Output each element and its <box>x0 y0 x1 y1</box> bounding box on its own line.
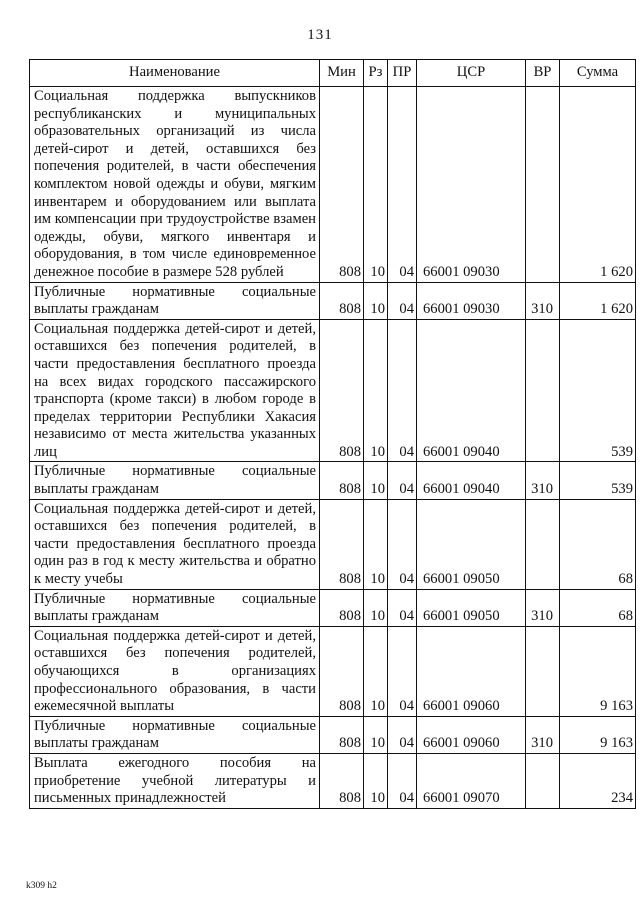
row-name: Публичные нормативные социальные выплаты гражданам <box>30 589 320 626</box>
table-row <box>30 589 636 626</box>
row-vr <box>526 626 560 716</box>
table-row <box>30 282 636 319</box>
row-csr: 66001 09040 <box>417 462 526 499</box>
row-name: Публичные нормативные социальные выплаты гражданам <box>30 462 320 499</box>
row-rz: 10 <box>364 589 388 626</box>
row-pr: 04 <box>388 462 417 499</box>
row-name: Социальная поддержка детей-сирот и детей, оставшихся без попечения родителей, обучающихся в организациях профессионального образования, в части ежемесячной выплаты <box>30 626 320 716</box>
footer-code: k309 h2 <box>26 881 57 891</box>
row-pr: 04 <box>388 319 417 462</box>
row-rz: 10 <box>364 319 388 462</box>
table-row <box>30 87 636 283</box>
row-pr: 04 <box>388 589 417 626</box>
row-rz: 10 <box>364 462 388 499</box>
header-vr: ВР <box>526 60 560 87</box>
row-csr: 66001 09030 <box>417 87 526 283</box>
row-name: Социальная поддержка детей-сирот и детей, оставшихся без попечения родителей, в части предоставления бесплатного проезда один раз в год к месту жительства и обратно к месту учебы <box>30 499 320 589</box>
row-sum: 9 163 <box>560 716 636 753</box>
header-name: Наименование <box>30 60 320 87</box>
table-row <box>30 753 636 808</box>
row-sum: 234 <box>560 753 636 808</box>
row-pr: 04 <box>388 716 417 753</box>
row-csr: 66001 09070 <box>417 753 526 808</box>
row-vr: 310 <box>526 462 560 499</box>
row-csr: 66001 09060 <box>417 716 526 753</box>
row-name: Выплата ежегодного пособия на приобретение учебной литературы и письменных принадлежностей <box>30 753 320 808</box>
row-min: 808 <box>320 499 364 589</box>
row-rz: 10 <box>364 499 388 589</box>
header-sum: Сумма <box>560 60 636 87</box>
table-header-row <box>30 60 636 87</box>
row-pr: 04 <box>388 753 417 808</box>
row-min: 808 <box>320 319 364 462</box>
row-name: Социальная поддержка детей-сирот и детей, оставшихся без попечения родителей, в части предоставления бесплатного проезда на всех видах городского пассажирского транспорта (кроме такси) в любом городе в пределах территории Республики Хакасия независимо от места жительства указанных лиц <box>30 319 320 462</box>
row-vr <box>526 319 560 462</box>
row-sum: 1 620 <box>560 282 636 319</box>
row-name: Социальная поддержка выпускников республиканских и муниципальных образовательных организаций из числа детей-сирот и детей, оставшихся без попечения родителей, в части обеспечения комплектом новой одежды и обуви, мягким инвентарем и оборудованием или выплата им компенсации при трудоустройстве взамен одежды, обуви, мягкого инвентаря и оборудования, в том числе единовременное денежное пособие в размере 528 рублей <box>30 87 320 283</box>
row-rz: 10 <box>364 753 388 808</box>
row-min: 808 <box>320 753 364 808</box>
row-vr: 310 <box>526 282 560 319</box>
row-vr: 310 <box>526 589 560 626</box>
row-sum: 539 <box>560 319 636 462</box>
header-min: Мин <box>320 60 364 87</box>
row-csr: 66001 09050 <box>417 589 526 626</box>
row-min: 808 <box>320 716 364 753</box>
row-rz: 10 <box>364 716 388 753</box>
row-min: 808 <box>320 462 364 499</box>
row-sum: 68 <box>560 499 636 589</box>
row-csr: 66001 09030 <box>417 282 526 319</box>
row-sum: 9 163 <box>560 626 636 716</box>
row-vr <box>526 87 560 283</box>
row-min: 808 <box>320 87 364 283</box>
header-rz: Рз <box>364 60 388 87</box>
row-csr: 66001 09060 <box>417 626 526 716</box>
budget-table <box>29 59 636 809</box>
row-pr: 04 <box>388 282 417 319</box>
row-rz: 10 <box>364 626 388 716</box>
row-csr: 66001 09040 <box>417 319 526 462</box>
row-vr <box>526 499 560 589</box>
row-min: 808 <box>320 589 364 626</box>
row-vr <box>526 753 560 808</box>
row-sum: 68 <box>560 589 636 626</box>
row-min: 808 <box>320 626 364 716</box>
row-name: Публичные нормативные социальные выплаты гражданам <box>30 282 320 319</box>
row-min: 808 <box>320 282 364 319</box>
row-name: Публичные нормативные социальные выплаты гражданам <box>30 716 320 753</box>
table-row <box>30 462 636 499</box>
row-rz: 10 <box>364 87 388 283</box>
table-row <box>30 626 636 716</box>
row-csr: 66001 09050 <box>417 499 526 589</box>
table-row <box>30 716 636 753</box>
header-pr: ПР <box>388 60 417 87</box>
row-pr: 04 <box>388 626 417 716</box>
row-pr: 04 <box>388 87 417 283</box>
table-row <box>30 319 636 462</box>
row-vr: 310 <box>526 716 560 753</box>
header-csr: ЦСР <box>417 60 526 87</box>
page-number: 131 <box>307 27 333 43</box>
table-row <box>30 499 636 589</box>
row-sum: 1 620 <box>560 87 636 283</box>
row-pr: 04 <box>388 499 417 589</box>
row-rz: 10 <box>364 282 388 319</box>
row-sum: 539 <box>560 462 636 499</box>
